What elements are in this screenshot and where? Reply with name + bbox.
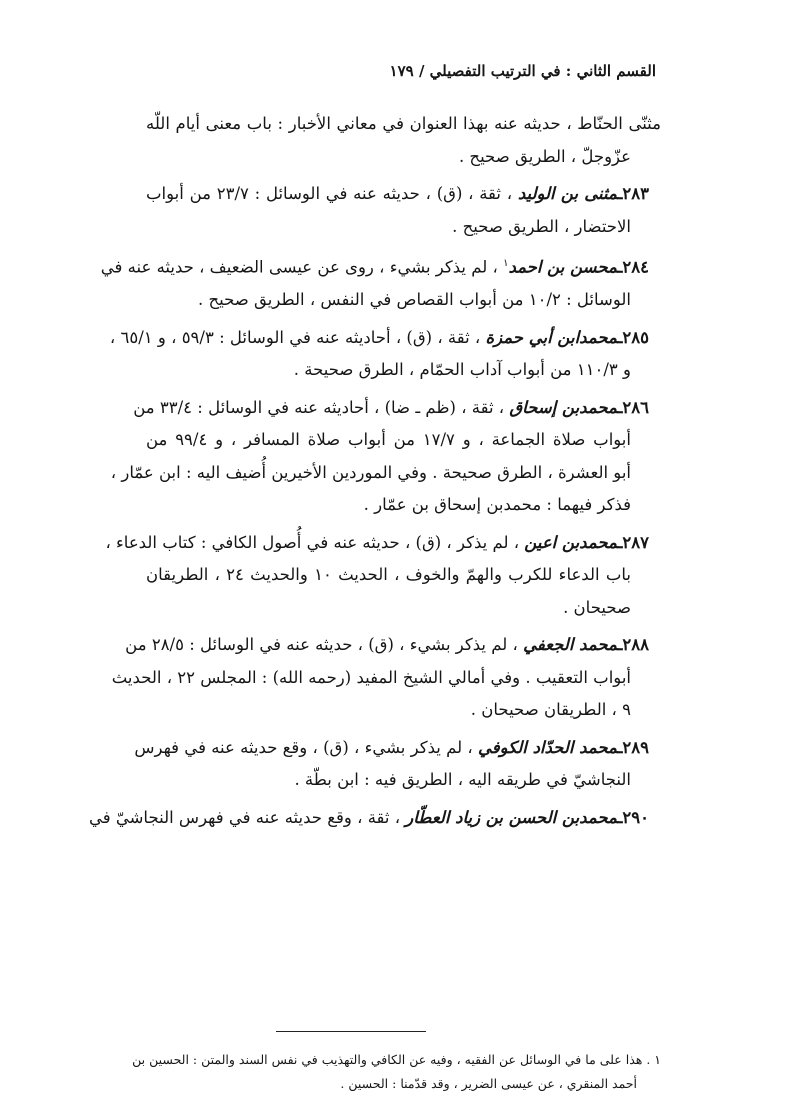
narrator-name: محمدابن أبي حمزة (485, 327, 618, 347)
entry-283 (146, 178, 661, 243)
text-line: صحيحان . (563, 597, 631, 617)
text-line: النجاشيّ في طريقه اليه ، الطريق فيه : ابن بطّة . (294, 770, 631, 789)
text-line: الاحتضار ، الطريق صحيح . (452, 216, 631, 236)
entry-286 (110, 392, 661, 522)
text-line: ، لم يذكر بشيء ، (ق) ، حديثه عنه في الوسائل : ٢٨/٥ من (125, 635, 518, 654)
entry-number: ٢٨٦ـ (617, 397, 649, 417)
text-line: ، لم يذكر بشيء ، روى عن عيسى الضعيف ، حديثه عنه في (100, 257, 498, 277)
text-line: مثنّى الحنّاط ، حديثه عنه بهذا العنوان في معاني الأخبار : باب معنى أيام اللّه (146, 114, 661, 133)
entry-288 (111, 629, 661, 727)
narrator-name: محمد الحدّاد الكوفي (477, 737, 618, 757)
entry-number: ٢٨٤ـ (617, 257, 649, 277)
main-text (88, 108, 661, 839)
narrator-name: محمدبن الحسن بن زياد العطّار (405, 807, 618, 827)
entry-287 (105, 527, 661, 625)
footnote-marker[interactable]: ١ (503, 258, 509, 269)
continuation-paragraph (146, 108, 661, 173)
text-line: فذكر فيهما : محمدبن إسحاق بن عمّار . (363, 495, 631, 514)
narrator-name: محسن بن احمد (508, 257, 618, 277)
narrator-name: محمد الجعفي (523, 635, 618, 654)
narrator-name: محمدبن إسحاق (509, 397, 618, 417)
entry-290 (88, 802, 661, 835)
text-line: ، ثقة ، (ظم ـ ضا) ، أحاديثه عنه في الوسائل : ٣٣/٤ من (133, 397, 505, 417)
text-line: أبو العشرة ، الطرق صحيحة . وفي الموردين الأخيرين أُضيف اليه : ابن عمّار ، (110, 462, 631, 482)
entry-number: ٢٨٩ـ (617, 737, 649, 757)
running-head: القسم الثاني : في الترتيب التفصيلي / ١٧٩ (389, 62, 656, 80)
footnote-line: ١ . هذا على ما في الوسائل عن الفقيه ، وفيه عن الكافي والتهذيب في نفس السند والمتن : الحسين بن (132, 1052, 661, 1067)
text-line: ، ثقة ، (ق) ، حديثه عنه في الوسائل : ٢٣/٧ من أبواب (146, 184, 513, 203)
footnote-line: أحمد المنقري ، عن عيسى الضرير ، وقد قدّمنا : الحسين . (340, 1076, 637, 1091)
text-line: ، ثقة ، (ق) ، أحاديثه عنه في الوسائل : ٥٩/٣ ، و ٦٥/١ ، (109, 327, 481, 347)
text-line: أبواب صلاة الجماعة ، و ١٧/٧ من أبواب صلاة المسافر ، و ٩٩/٤ من (146, 430, 631, 449)
entry-289 (134, 732, 661, 797)
entry-number: ٢٩٠ـ (617, 807, 649, 827)
entry-285 (109, 322, 661, 387)
text-line: ، لم يذكر بشيء ، (ق) ، وقع حديثه عنه في فهرس (134, 737, 473, 757)
text-line: و ١١٠/٣ من أبواب آداب الحمّام ، الطرق صحيحة . (293, 360, 631, 379)
text-line: ٩ ، الطريقان صحيحان . (470, 700, 631, 719)
narrator-name: مثنى بن الوليد (517, 184, 618, 203)
narrator-name: محمدبن اعين (524, 532, 618, 552)
footnote (132, 1048, 661, 1096)
footnote-divider (276, 1031, 426, 1032)
text-line: الوسائل : ١٠/٢ من أبواب القصاص في النفس ، الطريق صحيح . (197, 290, 631, 309)
entry-number: ٢٨٣ـ (617, 184, 649, 203)
text-line: باب الدعاء للكرب والهمّ والخوف ، الحديث ١٠ والحديث ٢٤ ، الطريقان (146, 565, 631, 584)
text-line: ، لم يذكر ، (ق) ، حديثه عنه في أُصول الكافي : كتاب الدعاء ، (105, 532, 520, 552)
entry-number: ٢٨٨ـ (617, 635, 649, 654)
entry-284 (100, 248, 661, 317)
text-line: عزّوجلّ ، الطريق صحيح . (458, 146, 631, 166)
entry-number: ٢٨٧ـ (617, 532, 649, 552)
text-line: ، ثقة ، وقع حديثه عنه في فهرس النجاشيّ في (88, 807, 401, 827)
entry-number: ٢٨٥ـ (617, 327, 649, 347)
text-line: أبواب التعقيب . وفي أمالي الشيخ المفيد (رحمه الله) : المجلس ٢٢ ، الحديث (111, 667, 631, 687)
